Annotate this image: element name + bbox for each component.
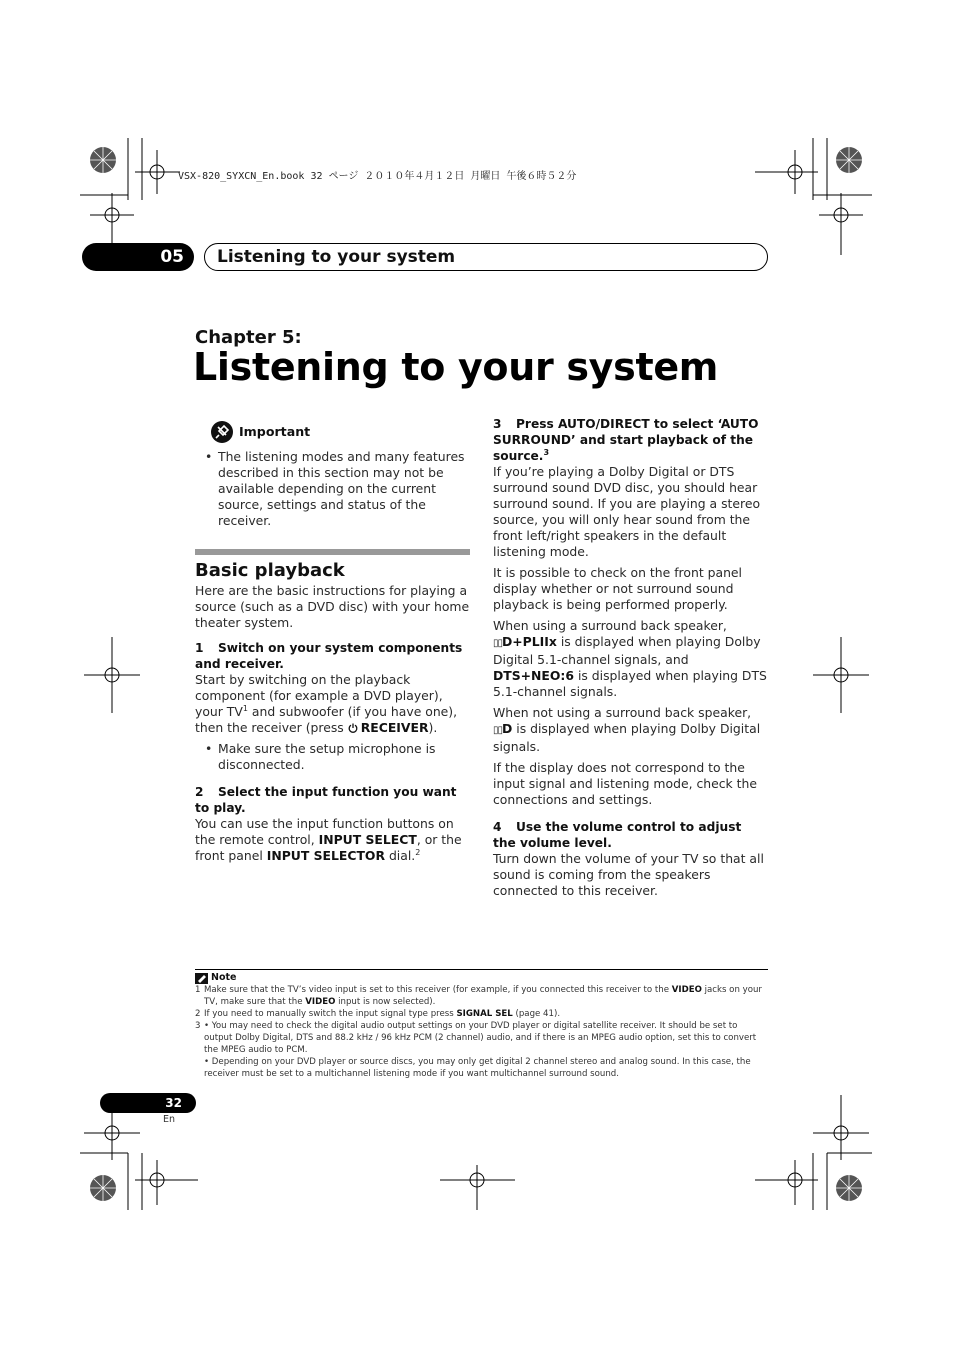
step-2-title: 2 Select the input function you want to play. [195,785,457,815]
dolby-logo-icon: ▯▯ [493,638,503,649]
step-3-p2: It is possible to check on the front panel display whether or not surround sound playback is being performed properly. [493,565,742,612]
step-1-bullet: • Make sure the setup microphone is disconnected. [205,741,436,772]
chapter-label: Chapter 5: [195,327,302,348]
step-3-p3: When using a surround back speaker, ▯▯D+PLIIx is displayed when playing Dolby Digital 5.1-channel signals, and DTS+NEO:6 is displayed when playing DTS 5.1-channel signals. [493,618,767,699]
page-title: Listening to your system [193,345,719,389]
section-divider [195,549,470,555]
step-3-p4: When not using a surround back speaker, ▯▯D is displayed when playing Dolby Digital signals. [493,705,761,754]
important-heading [211,421,470,443]
step-3-title: 3 Press AUTO/DIRECT to select ‘AUTO SURROUND’ and start playback of the source.$^3$ [493,417,759,463]
footnote-1: 1 Make sure that the TV’s video input is set to this receiver (for example, if you connected this receiver to the VIDEO jacks on your TV, make sure that the VIDEO input is now selected). [195,985,762,1007]
footnote-3: 3 • You may need to check the digital audio output settings on your DVD player or digital satellite receiver. It should be set to output Dolby Digital, DTS and 88.2 kHz / 96 kHz PCM (2 channel) audio, and if there is an MPEG audio option, set this to convert the MPEG audio to PCM. • Depending on your DVD player or source discs, you may only get digital 2 channel stereo and analog sound. In this case, the receiver must be set to a multichannel listening mode if you want multichannel surround sound. [195,1021,757,1079]
header-title: Listening to your system [204,243,768,271]
power-icon [348,723,358,733]
step-4-text: Turn down the volume of your TV so that all sound is coming from the speakers connected to this receiver. [493,851,764,898]
page-language: En [163,1114,176,1125]
important-label: Important [239,424,311,439]
footnotes [195,969,768,1080]
step-2-text: You can use the input function buttons on the remote control, INPUT SELECT, or the front panel INPUT SELECTOR dial.$^2$ [195,816,462,863]
step-3-p1: If you’re playing a Dolby Digital or DTS surround sound DVD disc, you should hear surround sound. If you are playing a stereo source, you will only hear sound from the front left/right speakers in the default listening mode. [493,464,761,559]
left-column [195,421,470,869]
note-heading: Note [195,972,768,984]
step-4-title: 4 Use the volume control to adjust the volume level. [493,820,742,850]
footnote-2: 2 If you need to manually switch the input signal type press SIGNAL SEL (page 41). [195,1009,561,1019]
pencil-icon [195,973,208,984]
basic-intro: Here are the basic instructions for playing a source (such as a DVD disc) with your home theater system. [195,583,470,630]
step-1-text: Start by switching on the playback component (for example a DVD player), your $TV^1$ and subwoofer (if you have one), then the receiver (press RECEIVER). [195,672,458,735]
step-3-p5: If the display does not correspond to the input signal and listening mode, check the connections and settings. [493,760,757,807]
dolby-logo-icon: ▯▯ [493,725,503,736]
right-column [493,407,768,904]
chapter-number-tab: 05 [82,243,194,271]
section-title-basic-playback: Basic playback [195,560,345,581]
important-text: The listening modes and many features described in this section may not be available depending on the current source, settings and status of the receiver. [218,449,465,528]
print-crop-line: VSX-820_SYXCN_En.book 32 ページ ２０１０年４月１２日 月曜日 午後６時５２分 [178,171,577,182]
step-1-title: 1 Switch on your system components and receiver. [195,641,463,671]
important-bullet: • The listening modes and many features described in this section may not be available depending on the current source, settings and status of the receiver. [205,449,470,529]
warning-pin-icon [211,421,233,443]
page-number: 32 [100,1093,196,1113]
